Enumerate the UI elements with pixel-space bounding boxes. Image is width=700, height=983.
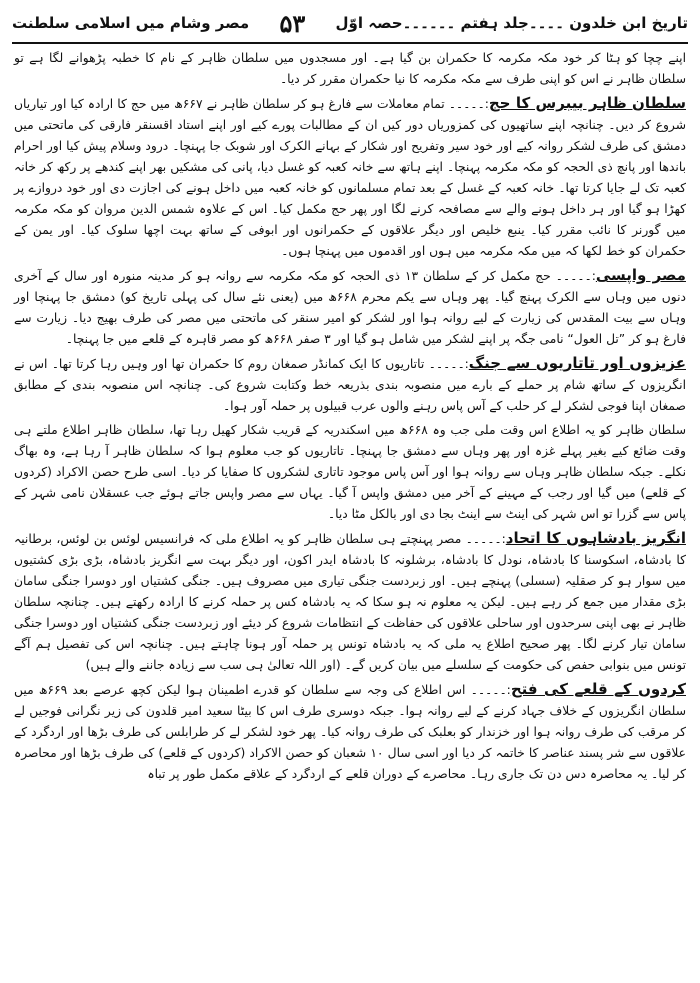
paragraph	[14, 679, 686, 785]
header-rule	[12, 42, 688, 44]
page-header	[12, 6, 688, 40]
page-number: ۵۳	[279, 8, 306, 38]
paragraph-text: تاتاریوں کا ایک کمانڈر صمغان روم کا حکمران تھا اور وہیں رہا کرتا تھا۔ اس نے انگریزوں کے ساتھ شام پر حملے کے بارے میں منصوبہ بندی بذریعہ خط وکتابت شروع کی۔ چنانچہ اس منصوبہ بندی کے مطابق صمغان اپنا فوجی لشکر لے کر حلب کے آس پاس رہنے والوں عرب قبیلوں پر حملہ آور ہوا۔	[14, 357, 687, 413]
paragraph	[14, 93, 686, 262]
paragraph-text: اپنے چچا کو ہٹا کر خود مکہ مکرمہ کا حکمران بن گیا ہے۔ اور مسجدوں میں سلطان ظاہر کے نام کا خطبہ پڑھوانے لگا ہے تو سلطان ظاہر نے اس کو اپنی طرف سے مکہ مکرمہ کا نیا حکمران مقرر کر دیا۔	[14, 51, 686, 86]
heading-separator: :۔۔۔۔۔	[470, 683, 511, 697]
section-heading: عزیزوں اور تاتاریوں سے جنگ	[468, 354, 686, 372]
section-title: مصر وشام میں اسلامی سلطنت	[12, 14, 250, 32]
paragraph	[14, 528, 686, 676]
paragraph-text: تمام معاملات سے فارغ ہو کر سلطان ظاہر نے ۶۶۷ھ میں حج کا ارادہ کیا اور تیاریاں شروع کر دیں۔ چنانچہ اپنے ساتھیوں کی کمزوریاں دور کیں ان کے مطالبات پورے کیے اور اپنے استاد اقسنقر فارقی کی ماتحتی میں دمشق کی طرف لشکر روانہ کیے اور خود سیر وتفریح اور شکار کے بہانے الکرک اور شوبک جا پہنچا۔ درود وسلام پیش کیا اور احرام باندھا اور پانچ ذی الحجہ کو مکہ مکرمہ پہنچا۔ اپنے ہاتھ سے خانہ کعبہ کو غسل دیا، پانی کی مشکیں بھر اپنے کندھے پر رکھ کر خانہ کعبہ تک لے جایا کرتا تھا۔ خانہ کعبہ کے غسل کے بعد تمام مسلمانوں کو خانہ کعبہ میں داخل ہونے کی اجازت دی اور خود دروازے پر کھڑا ہو گیا اور ہر داخل ہونے والے سے مصافحہ کرنے لگا اور پھر حج مکمل کیا۔ اس کے علاوہ شمس الدین مروان کو مکہ مکرمہ میں گورنر کا نائب مقرر کیا۔ ینبع خلیص اور دیگر علاقوں کے حکمرانوں اور ابوفی کے ساتھ بہت اچھا سلوک کیا۔ اور یمن کے حکمران کو خط لکھا کہ میں مکہ مکرمہ میں ہوں اور اقدموں میں پہنچا ہوں۔	[14, 97, 686, 258]
heading-separator: :۔۔۔۔۔	[448, 97, 489, 111]
paragraph-text: مصر پہنچتے ہی سلطان ظاہر کو یہ اطلاع ملی کہ فرانسیس لوئس بن لوئس، برطانیہ کا بادشاہ، اسکوسنا کا بادشاہ، نودل کا بادشاہ، برشلونہ کا بادشاہ ایدر اکون، اور دیگر بہت سے انگریز بادشاہ، بڑی بڑی کشتیوں میں سوار ہو کر صقلیہ (سسلی) پہنچے ہیں۔ اور زبردست جنگی تیاری میں مصروف ہیں۔ جنگی کشتیاں اور دوسرا جنگی سامان بڑی مقدار میں جمع کر رہے ہیں۔ لیکن یہ معلوم نہ ہو سکا کہ یہ بادشاہ کس پر حملہ کرنے کا ارادہ رکھتے ہیں۔ چنانچہ سلطان ظاہر نے بھی اپنی سرحدوں اور ساحلی علاقوں کی حفاظت کے انتظامات شروع کر دیئے اور زبردست جنگی کشتیاں اور دوسرا جنگی سامان تیار کرنے لگا۔ پھر صحیح اطلاع یہ ملی کہ یہ بادشاہ تونس پر حملہ آور ہونا چاہتے ہیں۔ چنانچہ اس کی تفصیل ہم آگے تونس میں بنوابی حفص کی حکومت کے سلسلے میں بیان کریں گے۔ (اور اللہ تعالیٰ ہی سب سے زیادہ جاننے والے ہیں)	[14, 532, 686, 672]
paragraph-text: اس اطلاع کی وجہ سے سلطان کو قدرے اطمینان ہوا لیکن کچھ عرصے بعد ۶۶۹ھ میں سلطان انگریزوں کے خلاف جہاد کرنے کے لیے روانہ ہوا۔ جبکہ دوسری طرف اس کا بیٹا سعید امیر قلدون کی زیر نگرانی فوجیں لے کر مرقب کی طرف روانہ ہوا اور خزندار کو بعلبک کی طرف روانہ کیا۔ پھر خود لشکر لے کر طرابلس کی طرف بڑھا اور اردگرد کے علاقوں سے شر پسند عناصر کا خاتمہ کر دیا اور اسی سال ۱۰ شعبان کو حصن الاکراد (کردوں کے قلعے) کی طرف بڑھا اور محاصرہ کر لیا۔ یہ محاصرہ دس دن تک جاری رہا۔ محاصرے کے دوران قلعے کے اردگرد کے علاقے مکمل طور پر تباہ	[14, 683, 686, 781]
section-heading: کردوں کے قلعے کی فتح	[510, 680, 686, 698]
paragraph	[14, 420, 686, 525]
heading-separator: :۔۔۔۔۔	[428, 357, 469, 371]
paragraph	[14, 265, 686, 350]
paragraph-text: سلطان ظاہر کو یہ اطلاع اس وقت ملی جب وہ ۶۶۸ھ میں اسکندریہ کے قریب شکار کھیل رہا تھا، سلطان ظاہر اطلاع ملتے ہی وقت ضائع کیے بغیر پہلے غزہ اور پھر وہاں سے دمشق جا پہنچا۔ تاتاریوں کو جب معلوم ہوا کہ سلطان ظاہر آ رہا ہے، وہ بھاگ نکلے۔ جبکہ سلطان ظاہر وہاں سے روانہ ہوا اور آس پاس موجود تاتاری لشکروں کا صفایا کر دیا۔ اسی طرح حصن الاکراد (کردوں کے قلعے) میں گیا اور رجب کے مہینے کے آخر میں دمشق واپس آ گیا۔ یہاں سے مصر واپس جاتے ہوئے جب عسقلان نامی شہر کے پاس سے گزرا تو اس شہر کی اینٹ سے اینٹ بجا دی اور بالکل مٹا دیا۔	[14, 423, 686, 521]
heading-separator: :۔۔۔۔۔	[555, 269, 596, 283]
paragraph-text: حج مکمل کر کے سلطان ۱۳ ذی الحجہ کو مکہ مکرمہ سے روانہ ہو کر مدینہ منورہ اور سال کے آخری دنوں میں وہاں سے الکرک پہنچ گیا۔ پھر وہاں سے یکم محرم ۶۶۸ھ میں (یعنی نئے سال کی پہلی تاریخ کو) دمشق جا پہنچا اور وہاں سے بیت المقدس کی زیارت کے لیے روانہ ہوا اور لشکر کو امیر سنقر کی ماتحتی میں مصر کی طرف بھیج دیا۔ زیارت سے فارغ ہو کر ”تل العول“ نامی جگہ پر اپنے لشکر میں شامل ہو گیا اور ۳ صفر ۶۶۸ھ کو مصر قاہرہ کے قلعے میں جا پہنچا۔	[14, 269, 686, 346]
section-heading: انگریز بادشاہوں کا اتحاد	[505, 529, 686, 547]
section-heading: مصر واپسی	[595, 266, 686, 284]
paragraph	[14, 48, 686, 90]
paragraph	[14, 353, 686, 417]
page-content	[14, 48, 686, 975]
book-title: تاریخ ابن خلدون ۔۔۔۔جلد ہفتم ۔۔۔۔۔۔حصہ اوّل	[335, 14, 688, 32]
heading-separator: :۔۔۔۔۔	[465, 532, 506, 546]
section-heading: سلطان ظاہر بیبرس کا حج	[488, 94, 686, 112]
